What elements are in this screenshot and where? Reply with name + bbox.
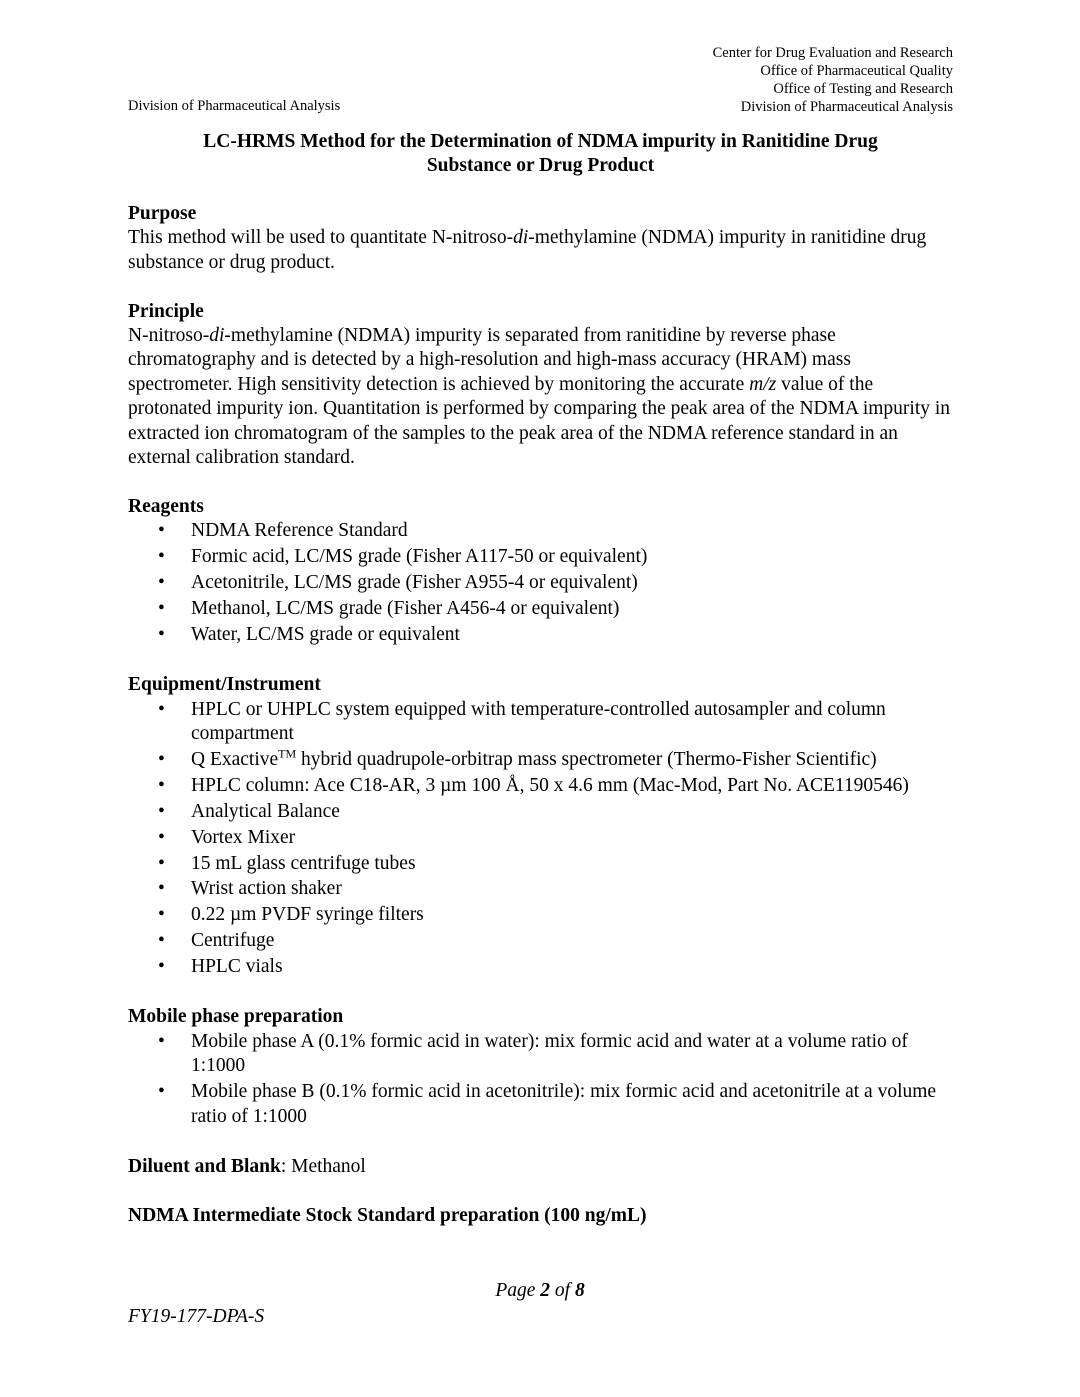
list-item: [128, 545, 958, 569]
title-line-1: LC-HRMS Method for the Determination of NDMA impurity in Ranitidine Drug: [203, 131, 878, 152]
bullet-icon: •: [158, 572, 165, 594]
list-item-text: 0.22 µm PVDF syringe filters: [191, 904, 424, 926]
list-item: [128, 800, 958, 824]
bullet-icon: •: [158, 904, 165, 926]
list-item-text: HPLC or UHPLC system equipped with temperature-controlled autosampler and column compartment: [191, 698, 886, 744]
page-number: [0, 1280, 1080, 1302]
list-item-text: HPLC vials: [191, 956, 283, 978]
section-heading: Purpose: [128, 203, 197, 224]
header-line: Office of Testing and Research: [773, 81, 953, 97]
title-line-2: Substance or Drug Product: [426, 155, 655, 176]
list-item-text: Formic acid, LC/MS grade (Fisher A117-50 or equivalent): [191, 546, 648, 568]
list-item: [128, 929, 958, 953]
list-item-text: 15 mL glass centrifuge tubes: [191, 852, 416, 874]
text-span: Q Exactive: [191, 748, 279, 770]
list-item-text: Wrist action shaker: [191, 878, 342, 900]
document-id: FY19-177-DPA-S: [128, 1306, 265, 1327]
section-heading: Mobile phase preparation: [128, 1006, 344, 1028]
header-division-left: Division of Pharmaceutical Analysis: [128, 98, 341, 114]
trademark-sup: TM: [278, 746, 297, 761]
reagents-list: [128, 519, 958, 647]
bullet-icon: •: [158, 956, 165, 978]
section-diluent: [128, 1155, 958, 1179]
text-span: This method will be used to quantitate N-nitroso-: [128, 227, 514, 249]
italic-span: di: [209, 325, 225, 347]
list-item-text: HPLC column: Ace C18-AR, 3 µm 100 Å, 50 x 4.6 mm (Mac-Mod, Part No. ACE1190546): [191, 774, 909, 796]
header-line: Center for Drug Evaluation and Research: [712, 45, 953, 61]
bullet-icon: •: [158, 546, 165, 568]
list-item: [128, 1080, 958, 1129]
list-item-text: NDMA Reference Standard: [191, 520, 408, 542]
section-heading: Diluent and Blank: [128, 1155, 281, 1177]
list-item-text: Mobile phase B (0.1% formic acid in acetonitrile): mix formic acid and acetonitrile at a volume ratio of 1:1000: [191, 1081, 937, 1127]
list-item: [128, 1030, 958, 1079]
section-heading: NDMA Intermediate Stock Standard preparation (100 ng/mL): [128, 1204, 647, 1226]
text-span: of: [550, 1280, 575, 1301]
list-item: [128, 955, 958, 979]
list-item: [128, 698, 958, 747]
equipment-list: [128, 698, 958, 980]
text-span: Page: [495, 1280, 541, 1301]
bullet-icon: •: [158, 826, 165, 848]
bullet-icon: •: [158, 698, 165, 720]
section-heading: Principle: [128, 300, 204, 322]
bullet-icon: •: [158, 1081, 165, 1103]
list-item-text: Methanol, LC/MS grade (Fisher A456-4 or equivalent): [191, 597, 620, 619]
list-item: [128, 519, 958, 543]
bullet-icon: •: [158, 748, 165, 770]
section-principle: [128, 300, 958, 471]
list-item: [128, 571, 958, 595]
list-item: [128, 774, 958, 798]
list-item: [128, 877, 958, 901]
section-mobile-phase: [128, 1005, 958, 1129]
section-text: [128, 324, 958, 470]
italic-span: m/z: [749, 373, 777, 395]
text-span: N-nitroso-: [128, 325, 210, 347]
list-item-text: Water, LC/MS grade or equivalent: [191, 623, 460, 645]
total-pages: 8: [574, 1280, 585, 1301]
bullet-icon: •: [158, 623, 165, 645]
text-span: hybrid quadrupole-orbitrap mass spectrometer (Thermo-Fisher Scientific): [296, 748, 877, 770]
bullet-icon: •: [158, 520, 165, 542]
header-line: Office of Pharmaceutical Quality: [760, 63, 953, 79]
document-body: [128, 202, 958, 1228]
text-span: value of the protonated impurity ion. Quantitation is performed by comparing the peak area of the NDMA impurity in extracted ion chromatogram of the samples to the peak area of the NDMA reference standard in an external calibration standard.: [128, 373, 951, 469]
list-item-text: Centrifuge: [191, 930, 275, 952]
section-text: : Methanol: [280, 1155, 366, 1177]
bullet-icon: •: [158, 800, 165, 822]
list-item-text: Vortex Mixer: [191, 826, 296, 848]
bullet-icon: •: [158, 878, 165, 900]
list-item-text: Acetonitrile, LC/MS grade (Fisher A955-4 or equivalent): [191, 572, 638, 594]
section-heading: Reagents: [128, 495, 204, 517]
header-line: Division of Pharmaceutical Analysis: [740, 99, 953, 115]
list-item: [128, 623, 958, 647]
header-office-block: [713, 44, 953, 116]
italic-span: di: [513, 227, 529, 249]
list-item: [128, 597, 958, 621]
section-text: [128, 226, 958, 275]
current-page: 2: [540, 1280, 551, 1301]
bullet-icon: •: [158, 597, 165, 619]
list-item: [128, 826, 958, 850]
section-equipment: [128, 673, 958, 979]
list-item: [128, 903, 958, 927]
text-span: -methylamine (NDMA) impurity in ranitidine drug substance or drug product.: [128, 227, 927, 273]
list-item: [128, 748, 958, 772]
list-item-text: Mobile phase A (0.1% formic acid in water): mix formic acid and water at a volume ratio of 1:1000: [191, 1030, 908, 1077]
list-item-text: Analytical Balance: [191, 800, 340, 822]
bullet-icon: •: [158, 852, 165, 874]
list-item: [128, 852, 958, 876]
list-item-text: [191, 746, 877, 770]
text-span: -methylamine (NDMA) impurity is separated from ranitidine by reverse phase chromatography and is detected by a high-resolution and high-mass accuracy (HRAM) mass spectrometer. High sensitivity detection is achieved by monitoring the accurate: [128, 325, 851, 395]
bullet-icon: •: [158, 1030, 165, 1052]
section-purpose: [128, 202, 958, 275]
bullet-icon: •: [158, 930, 165, 952]
bullet-icon: •: [158, 774, 165, 796]
section-heading: Equipment/Instrument: [128, 674, 321, 696]
document-title: [128, 130, 953, 178]
mobile-phase-list: [128, 1030, 958, 1129]
section-ndma-stock: [128, 1204, 958, 1228]
section-reagents: [128, 495, 958, 647]
